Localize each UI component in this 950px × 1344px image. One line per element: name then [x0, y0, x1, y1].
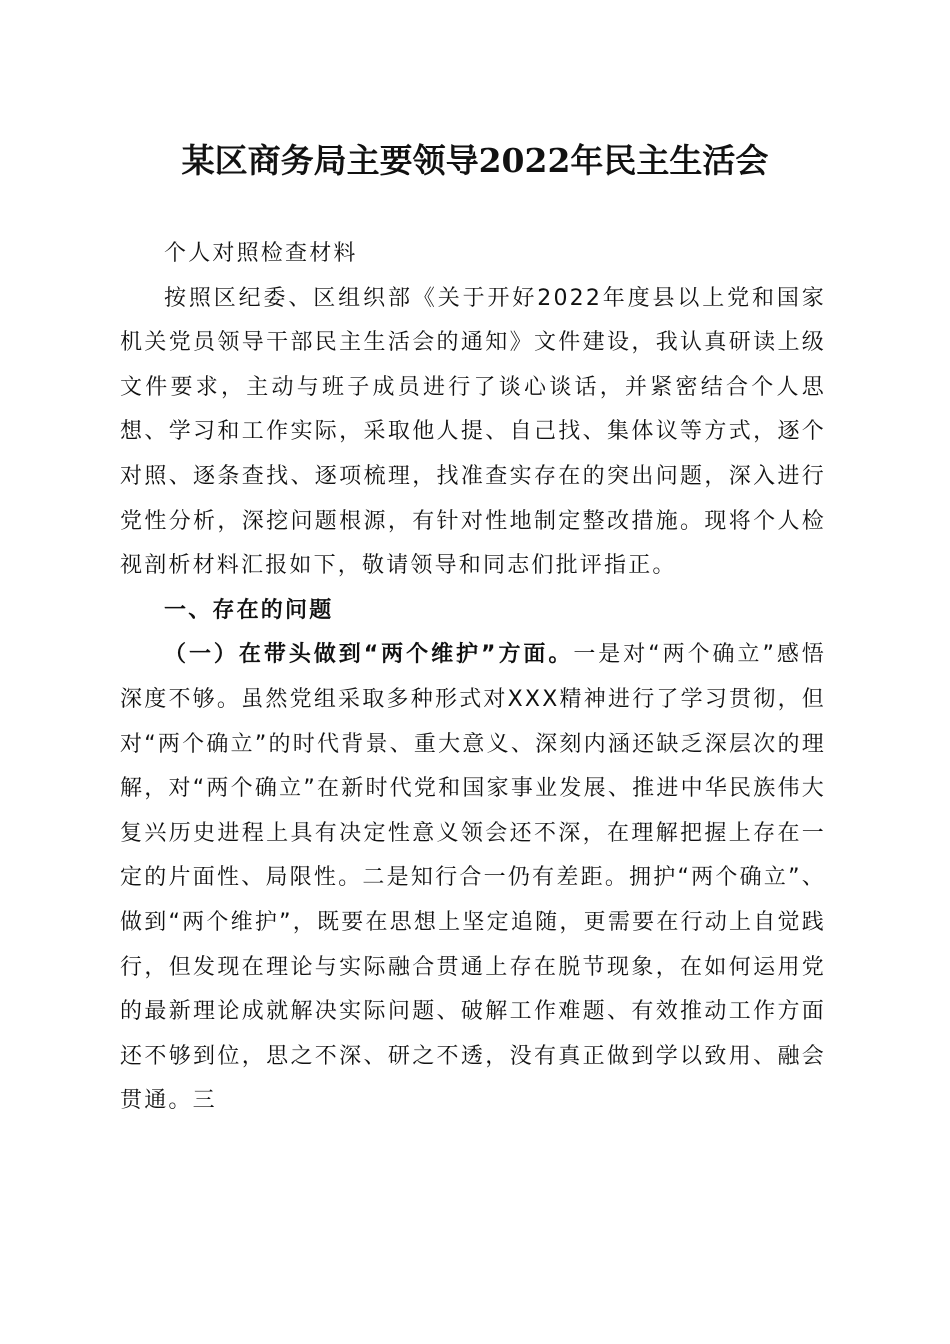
section-paragraph-two-safeguards	[120, 633, 826, 1124]
document-title: 某区商务局主要领导2022年民主生活会	[181, 141, 769, 180]
sub-paragraph-text: 一是对“两个确立”感悟深度不够。虽然党组采取多种形式对XXX精神进行了学习贯彻，但对“两个确立”的时代背景、重大意义、深刻内涵还缺乏深层次的理解，对“两个确立”在新时代党和国家事业发展、推进中华民族伟大复兴历史进程上具有决定性意义领会还不深，在理解把握上存在一定的片面性、局限性。二是知行合一仍有差距。拥护“两个确立”、做到“两个维护”，既要在思想上坚定追随，更需要在行动上自觉践行，但发现在理论与实际融合贯通上存在脱节现象，在如何运用党的最新理论成就解决实际问题、破解工作难题、有效推动工作方面还不够到位，思之不深、研之不透，没有真正做到学以致用、融会贯通。三	[120, 642, 826, 1114]
intro-paragraph: 按照区纪委、区组织部《关于开好2022年度县以上党和国家机关党员领导干部民主生活会的通知》文件建设，我认真研读上级文件要求，主动与班子成员进行了谈心谈话，并紧密结合个人思想、学习和工作实际，采取他人提、自己找、集体议等方式，逐个对照、逐条查找、逐项梳理，找准查实存在的突出问题，深入进行党性分析，深挖问题根源，有针对性地制定整改措施。现将个人检视剖析材料汇报如下，敬请领导和同志们批评指正。	[120, 285, 826, 579]
document-subtitle: 个人对照检查材料	[164, 241, 358, 266]
sub-heading-two-safeguards: （一）在带头做到“两个维护”方面。	[164, 642, 574, 668]
section-heading-problems: 一、存在的问题	[164, 597, 334, 623]
document-body	[120, 232, 826, 1124]
